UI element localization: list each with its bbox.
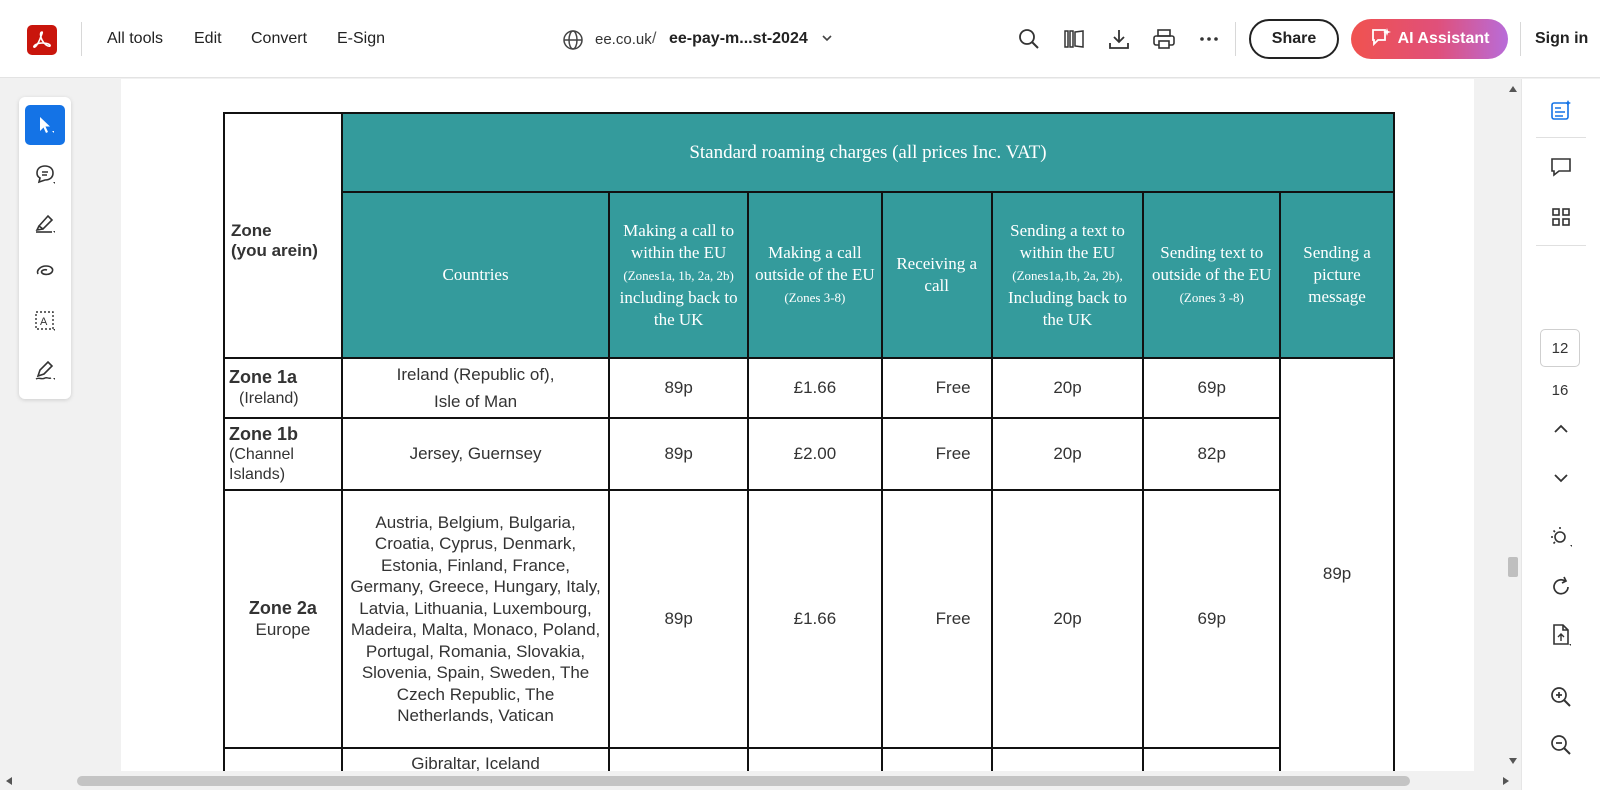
more-options-icon[interactable] [1197, 27, 1221, 51]
header-outside-call [748, 192, 882, 358]
countries-cell [342, 418, 609, 490]
header-eu-text-zones: (Zones1a,1b, 2a, 2b), [1012, 267, 1123, 283]
header-outside-text [1143, 192, 1280, 358]
print-icon[interactable] [1152, 27, 1176, 51]
horizontal-scrollbar[interactable] [0, 771, 1520, 790]
divider [1235, 22, 1236, 56]
zone-header-line1: Zone [231, 220, 272, 240]
header-eu-call-text: Making a call to within the EU [623, 220, 735, 262]
chevron-up-icon[interactable] [1549, 417, 1573, 441]
header-eu-text [992, 192, 1144, 358]
price-eu-text: 20p [992, 418, 1144, 490]
ai-assistant-icon [1370, 26, 1392, 53]
price-cell [1143, 748, 1280, 771]
divider [81, 22, 82, 56]
page-thumbnails-icon[interactable] [1062, 27, 1086, 51]
zone-cell [224, 490, 342, 748]
document-domain: ee.co.uk [595, 31, 652, 48]
scroll-down-icon[interactable] [1508, 757, 1518, 765]
price-eu-call: 89p [609, 358, 748, 418]
nav-esign[interactable]: E-Sign [337, 30, 386, 47]
ai-assistant-button[interactable] [1351, 19, 1508, 59]
price-eu-text: 20p [992, 358, 1144, 418]
zone-name: Zone 2a [248, 598, 317, 618]
price-eu-text: 20p [992, 490, 1144, 748]
rotate-icon[interactable] [1549, 575, 1573, 599]
zone-subtitle: (Ireland) [239, 390, 299, 407]
comments-icon[interactable] [1549, 155, 1573, 179]
header-eu-call-zones: (Zones1a, 1b, 2a, 2b) [623, 267, 734, 283]
zone-subtitle: Europe [255, 620, 311, 639]
price-cell [882, 748, 992, 771]
countries-line: Isle of Man [433, 392, 518, 411]
price-outside-text: 69p [1143, 358, 1280, 418]
vertical-scrollbar[interactable] [1505, 79, 1521, 771]
price-outside-call: £1.66 [748, 358, 882, 418]
nav-edit[interactable]: Edit [194, 30, 222, 47]
scroll-left-icon[interactable] [5, 776, 13, 786]
current-page-input[interactable]: 12 [1540, 329, 1580, 367]
table-row [224, 418, 1394, 490]
price-picture-message: 89p [1280, 358, 1394, 771]
header-receiving: Receiving a call [882, 192, 992, 358]
zone-name: Zone 1b [229, 423, 299, 444]
zone-cell [224, 418, 342, 490]
price-outside-call: £2.00 [748, 418, 882, 490]
nav-convert[interactable]: Convert [251, 30, 308, 47]
right-rail [1521, 79, 1600, 790]
roaming-charges-table [223, 112, 1395, 771]
chevron-down-icon[interactable] [820, 31, 834, 50]
document-name[interactable]: ee-pay-m...st-2024 [669, 30, 808, 47]
header-outside-text-zones: (Zones 3 -8) [1179, 289, 1244, 305]
price-receiving: Free [882, 358, 992, 418]
document-export-icon[interactable] [1549, 623, 1573, 647]
top-bar [0, 0, 1600, 78]
ai-summary-icon[interactable] [1549, 99, 1573, 123]
countries-line: Ireland (Republic of), [396, 364, 555, 384]
countries-cell [342, 358, 609, 418]
price-eu-call: 89p [609, 418, 748, 490]
countries-cell: Gibraltar, Iceland [342, 748, 609, 771]
download-icon[interactable] [1107, 27, 1131, 51]
pdf-page [121, 79, 1474, 771]
header-eu-call [609, 192, 748, 358]
table-row [224, 748, 1394, 771]
header-eu-text-text: Sending a text to within the EU [1010, 220, 1125, 262]
header-outside-call-zones: (Zones 3-8) [784, 289, 846, 305]
zoom-out-icon[interactable] [1549, 733, 1573, 757]
ai-assistant-label: AI Assistant [1397, 30, 1490, 47]
header-countries: Countries [342, 192, 609, 358]
zone-cell [224, 748, 342, 771]
price-cell [992, 748, 1144, 771]
svg-text:A: A [40, 316, 48, 328]
divider [1536, 137, 1586, 138]
table-row [224, 358, 1394, 418]
countries-cell: Austria, Belgium, Bulgaria, Croatia, Cyprus, Denmark, Estonia, Finland, France, Germany, Greece, Hungary, Italy, Latvia, Lithuania, Luxembourg, Madeira, Malta, Monaco, Poland, Portugal, Romania, Slovakia, Slovenia, Spain, Sweden, The Czech Republic, The Netherlands, Vatican [342, 490, 609, 748]
zone-column-header [224, 113, 342, 358]
price-eu-call: 89p [609, 490, 748, 748]
price-cell [748, 748, 882, 771]
price-outside-call: £1.66 [748, 490, 882, 748]
nav-all-tools[interactable]: All tools [107, 30, 164, 47]
divider [1536, 245, 1586, 246]
chevron-down-icon[interactable] [1549, 466, 1573, 490]
header-picture: Sending a picture message [1280, 192, 1394, 358]
total-pages: 16 [1551, 382, 1569, 399]
table-row [224, 490, 1394, 748]
countries-line: Jersey, Guernsey [409, 444, 542, 464]
zone-header-line2: (you arein) [231, 240, 318, 260]
table-title: Standard roaming charges (all prices Inc. VAT) [342, 113, 1394, 192]
acrobat-logo-icon[interactable] [27, 25, 57, 55]
vertical-scroll-thumb[interactable] [1508, 557, 1518, 577]
horizontal-scroll-thumb[interactable] [77, 776, 1410, 786]
price-receiving: Free [882, 490, 992, 748]
document-viewer[interactable] [0, 79, 1520, 771]
header-eu-call-text2: including back to the UK [619, 287, 738, 329]
share-button[interactable]: Share [1249, 19, 1339, 59]
header-eu-text-text2: Including back to the UK [1008, 287, 1127, 329]
domain-separator: / [652, 30, 657, 47]
search-icon[interactable] [1017, 27, 1041, 51]
price-cell [609, 748, 748, 771]
divider [1520, 22, 1521, 56]
globe-icon [562, 29, 584, 56]
header-outside-text-text: Sending text to outside of the EU [1152, 242, 1272, 284]
header-outside-call-text: Making a call outside of the EU [755, 242, 875, 284]
zone-cell [224, 358, 342, 418]
sign-in-link[interactable]: Sign in [1535, 30, 1589, 47]
price-outside-text: 82p [1143, 418, 1280, 490]
zoom-in-icon[interactable] [1549, 685, 1573, 709]
price-receiving: Free [882, 418, 992, 490]
scroll-right-icon[interactable] [1502, 776, 1510, 786]
zone-subtitle: (Channel Islands) [229, 445, 294, 483]
scroll-up-icon[interactable] [1508, 85, 1518, 93]
dark-mode-icon[interactable] [1549, 525, 1573, 549]
zone-name: Zone 1a [229, 367, 298, 387]
price-outside-text: 69p [1143, 490, 1280, 748]
grid-view-icon[interactable] [1549, 205, 1573, 229]
